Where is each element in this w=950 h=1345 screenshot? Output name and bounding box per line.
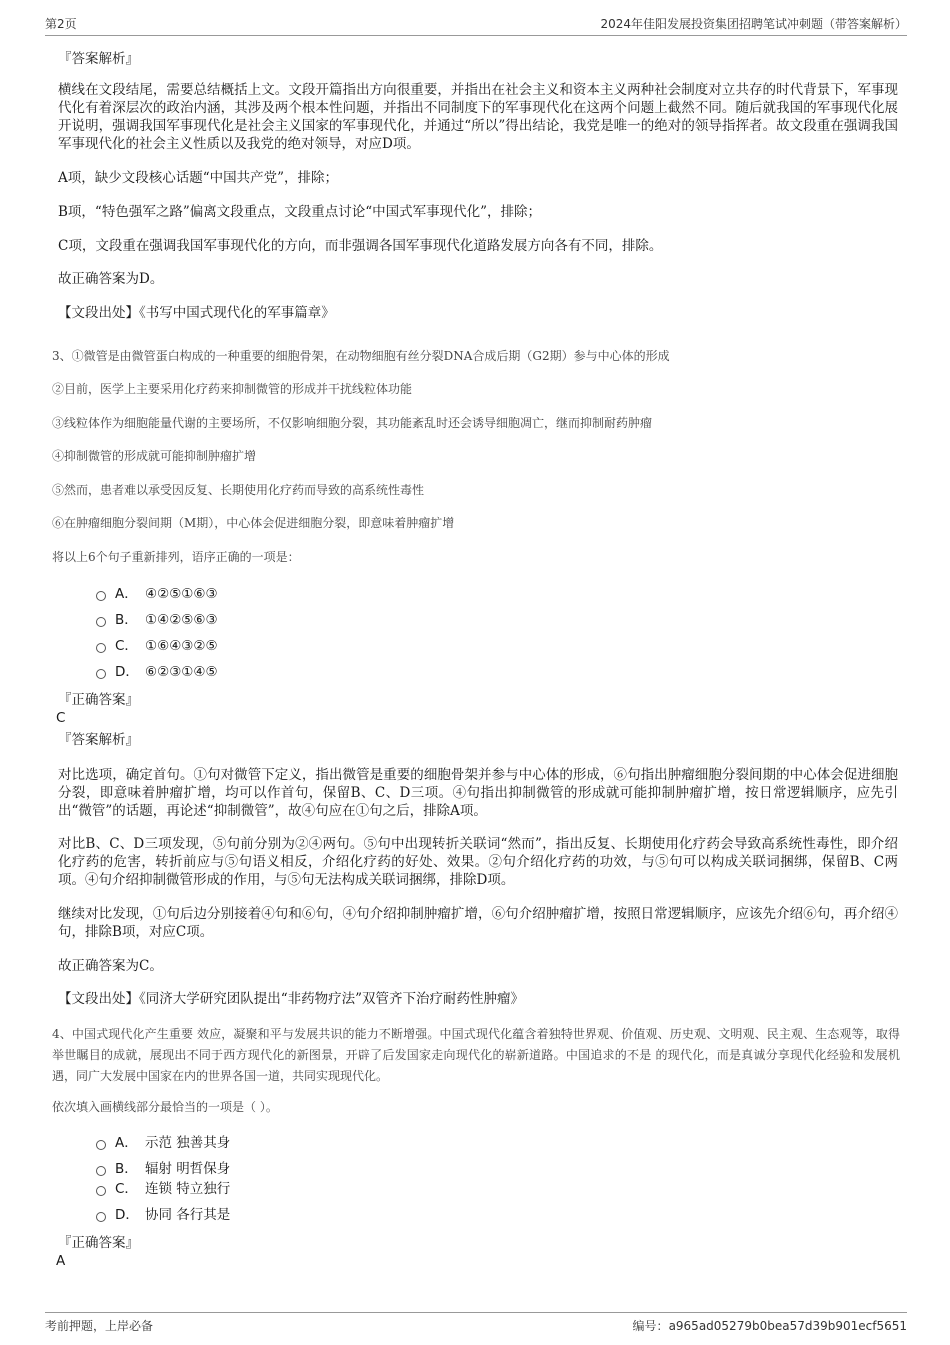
page-header [45,14,907,36]
question-prompt: 依次填入画横线部分最恰当的一项是（ ）。 [52,1100,278,1114]
analysis-paragraph: 对比B、C、D三项发现，⑤句前分别为②④两句。⑤句中出现转折关联词“然而”，指出反复、长期使用化疗药会导致高系统性毒性，即介绍化疗药的危害，转折前应与⑤句语义相反，介绍化疗药的好处、效果。②句介绍化疗药的功效，与⑤句可以构成关联词捆绑，保留B、C两项。④句介绍抑制微管形成的作用，与⑤句无法构成关联词捆绑，排除D项。 [58,836,898,888]
page-number: 第2页 [45,16,77,31]
option-text: ①⑥④③②⑤ [145,638,218,654]
option-b[interactable]: B． ①④②⑤⑥③ [96,611,218,629]
option-b[interactable]: B． 辐射 明哲保身 [96,1160,230,1178]
option-text: ①④②⑤⑥③ [145,612,218,628]
document-code: 编号：a965ad05279b0bea57d39b901ecf5651 [632,1318,907,1333]
analysis-paragraph: 对比选项，确定首句。①句对微管下定义，指出微管是重要的细胞骨架并参与中心体的形成，⑥句指出肿瘤细胞分裂间期的中心体会促进细胞分裂，即意味着肿瘤扩增，均可以作首句，保留B、C、D三项。④句指出抑制微管的形成就可能抑制肿瘤扩增，按日常逻辑顺序，应先引出“微管”的话题，再论述“抑制微管”，故④句应在①句之后，排除A项。 [58,767,898,819]
analysis-paragraph: 故正确答案为D。 [58,271,164,287]
question-prompt: 将以上6个句子重新排列，语序正确的一项是： [52,550,300,564]
radio-button[interactable] [96,1212,106,1222]
option-text: 连锁 特立独行 [145,1181,231,1197]
option-a[interactable]: A． ④②⑤①⑥③ [96,585,218,603]
option-text: ⑥②③①④⑤ [145,664,218,680]
analysis-paragraph: B项，“特色强军之路”偏离文段重点，文段重点讨论“中国式军事现代化”，排除； [58,204,542,220]
analysis-label: 『答案解析』 [58,51,139,67]
correct-answer: C [56,710,66,726]
correct-answer: A [56,1253,66,1269]
option-c[interactable]: C． 连锁 特立独行 [96,1180,230,1198]
radio-button[interactable] [96,669,106,679]
radio-button[interactable] [96,1166,106,1176]
question-sentence: ④抑制微管的形成就可能抑制肿瘤扩增 [52,449,257,463]
source-citation: 【文段出处】《同济大学研究团队提出“非药物疗法”双管齐下治疗耐药性肿瘤》 [58,991,525,1007]
answer-label: 『正确答案』 [58,692,139,708]
analysis-paragraph: C项，文段重在强调我国军事现代化的方向，而非强调各国军事现代化道路发展方向各有不同，排除。 [58,238,663,254]
radio-button[interactable] [96,1186,106,1196]
source-citation: 【文段出处】《书写中国式现代化的军事篇章》 [58,305,335,321]
option-c[interactable]: C． ①⑥④③②⑤ [96,637,218,655]
radio-button[interactable] [96,643,106,653]
document-title: 2024年佳阳发展投资集团招聘笔试冲刺题（带答案解析） [600,16,907,31]
radio-button[interactable] [96,591,106,601]
option-text: 示范 独善其身 [145,1135,231,1151]
option-a[interactable]: A． 示范 独善其身 [96,1134,230,1152]
analysis-label: 『答案解析』 [58,732,139,748]
answer-label: 『正确答案』 [58,1235,139,1251]
option-text: 协同 各行其是 [145,1207,231,1223]
footer-slogan: 考前押题，上岸必备 [45,1318,154,1333]
radio-button[interactable] [96,617,106,627]
analysis-paragraph: 故正确答案为C。 [58,958,163,974]
question-stem: 4、中国式现代化产生重要 效应，凝聚和平与发展共识的能力不断增强。中国式现代化蕴含着独特世界观、价值观、历史观、文明观、民主观、生态观等，取得举世瞩目的成就，展现出不同于西方现代化的新图景，开辟了后发国家走向现代化的崭新道路。中国追求的不是 的现代化，而是真诚分享现代化经验和发展机遇，同广大发展中国家在内的世界各国一道，共同实现现代化。 [52,1027,900,1083]
question-sentence: 3、①微管是由微管蛋白构成的一种重要的细胞骨架，在动物细胞有丝分裂DNA合成后期（G2期）参与中心体的形成 [52,349,670,363]
option-d[interactable]: D． 协同 各行其是 [96,1206,230,1224]
option-d[interactable]: D． ⑥②③①④⑤ [96,663,218,681]
page-footer [45,1312,907,1334]
question-sentence: ⑥在肿瘤细胞分裂间期（M期），中心体会促进细胞分裂，即意味着肿瘤扩增 [52,516,455,530]
question-sentence: ③线粒体作为细胞能量代谢的主要场所，不仅影响细胞分裂，其功能紊乱时还会诱导细胞凋亡，继而抑制耐药肿瘤 [52,416,653,430]
analysis-paragraph: 横线在文段结尾，需要总结概括上文。文段开篇指出方向很重要，并指出在社会主义和资本主义两种社会制度对立共存的时代背景下，军事现代化有着深层次的政治内涵，其涉及两个根本性问题，并指出不同制度下的军事现代化在这两个问题上截然不同。随后就我国的军事现代化展开说明，强调我国军事现代化是社会主义国家的军事现代化，并通过“所以”得出结论，我党是唯一的绝对的领导指挥者。故文段重在强调我国军事现代化的社会主义性质以及我党的绝对领导，对应D项。 [58,82,898,152]
question-sentence: ⑤然而，患者难以承受因反复、长期使用化疗药而导致的高系统性毒性 [52,483,425,497]
analysis-paragraph: 继续对比发现，①句后边分别接着④句和⑥句，④句介绍抑制肿瘤扩增，⑥句介绍肿瘤扩增，按照日常逻辑顺序，应该先介绍⑥句，再介绍④句，排除B项，对应C项。 [58,906,898,940]
question-sentence: ②目前，医学上主要采用化疗药来抑制微管的形成并干扰线粒体功能 [52,382,413,396]
option-text: ④②⑤①⑥③ [145,586,218,602]
analysis-paragraph: A项，缺少文段核心话题“中国共产党”，排除； [58,170,339,186]
option-text: 辐射 明哲保身 [145,1161,231,1177]
radio-button[interactable] [96,1140,106,1150]
